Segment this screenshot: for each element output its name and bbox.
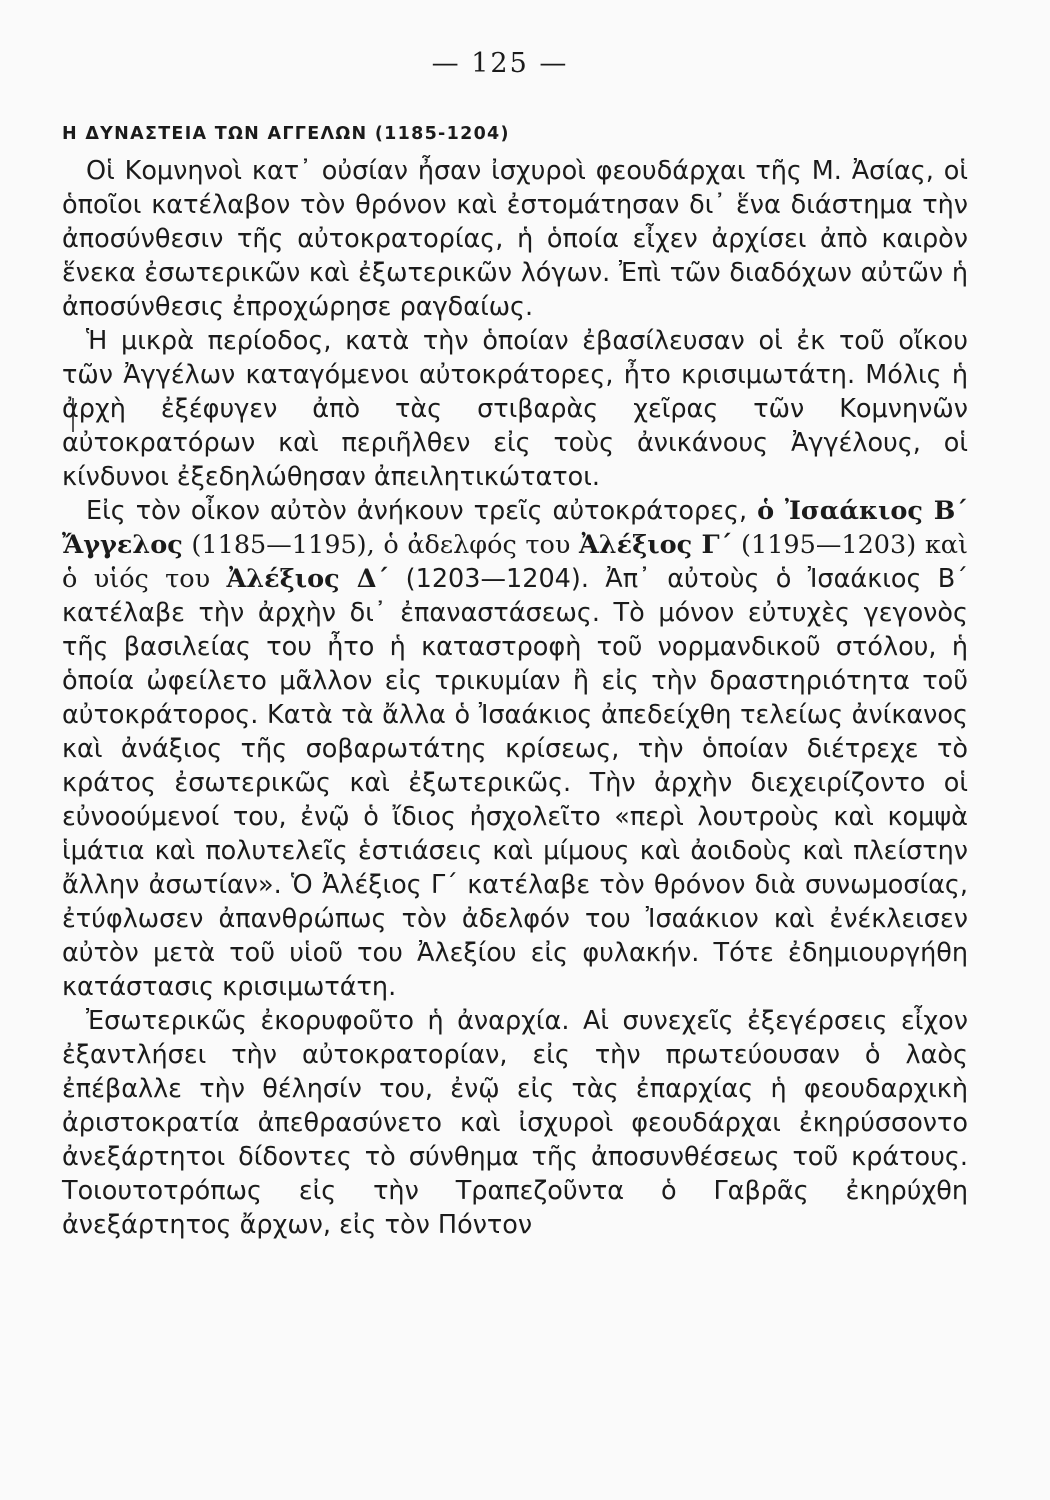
page-number: — 125 — — [431, 48, 569, 79]
paragraph-3-part-c: (1195—1203) καὶ ὁ υἱός του — [62, 530, 968, 594]
emperor-name-isaakios: ὁ Ἰσαάκιος Β΄ Ἄγγελος — [62, 496, 969, 560]
paragraph-3-part-b: (1185—1195), ὁ ἀδελφός του — [182, 530, 579, 560]
emperor-name-alexios-iii: Ἀλέξιος Γ΄ — [578, 530, 733, 560]
paragraph-3-part-d: (1203—1204). Ἀπ᾽ αὐτοὺς ὁ Ἰσαάκιος Β΄ κατέλαβε τὴν ἀρχὴν δι᾽ ἐπαναστάσεως. Τὸ μόνον εὐτυχὲς γεγονὸς τῆς βασιλείας του ἦτο ἡ καταστροφὴ τοῦ νορμανδικοῦ στόλου, ἡ ὁποία ὠφείλετο μᾶλλον εἰς τρικυμίαν ἢ εἰς τὴν δραστηριότητα τοῦ αὐτοκράτορος. Κατὰ τὰ ἄλλα ὁ Ἰσαάκιος ἀπεδείχθη τελείως ἀνίκανος καὶ ἀνάξιος τῆς σοβαρωτάτης κρίσεως, τὴν ὁποίαν διέτρεχε τὸ κράτος ἐσωτερικῶς καὶ ἐξωτερικῶς. Τὴν ἀρχὴν διεχειρίζοντο οἱ εὐνοούμενοί του, ἐνῷ ὁ ἴδιος ἠσχολεῖτο «περὶ λουτροὺς καὶ κομψὰ ἱμάτια καὶ πολυτελεῖς ἑστιάσεις καὶ μίμους καὶ ἀοιδοὺς καὶ πλείστην ἄλλην ἀσωτίαν». Ὁ Ἀλέξιος Γ΄ κατέλαβε τὸν θρόνον διὰ συνωμοσίας, ἐτύφλωσεν ἀπανθρώπως τὸν ἀδελφόν του Ἰσαάκιον καὶ ἐνέκλεισεν αὐτὸν μετὰ τοῦ υἱοῦ του Ἀλεξίου εἰς φυλακήν. Τότε ἐδημιουργήθη κατάστασις κρισιμωτάτη. — [62, 564, 969, 1002]
chapter-heading: Η ΔΥΝΑΣΤΕΙΑ ΤΩΝ ΑΓΓΕΛΩΝ (1185-1204) — [62, 124, 510, 144]
emperor-name-alexios-iv: Ἀλέξιος Δ΄ — [226, 564, 390, 594]
paragraph-1: Οἱ Κομνηνοὶ κατ᾽ οὐσίαν ἦσαν ἰσχυροὶ φεουδάρχαι τῆς Μ. Ἀσίας, οἱ ὁποῖοι κατέλαβον τὸν θρόνον καὶ ἐστομάτησαν δι᾽ ἕνα διάστημα τὴν ἀποσύνθεσιν τῆς αὐτοκρατορίας, ἡ ὁποία εἶχεν ἀρχίσει ἀπὸ καιρὸν ἕνεκα ἐσωτερικῶν καὶ ἐξωτερικῶν λόγων. Ἐπὶ τῶν διαδόχων αὐτῶν ἡ ἀποσύνθεσις ἐπροχώρησε ραγδαίως. — [62, 156, 968, 322]
paragraph-2: Ἡ μικρὰ περίοδος, κατὰ τὴν ὁποίαν ἐβασίλευσαν οἱ ἐκ τοῦ οἴκου τῶν Ἀγγέλων καταγόμενοι αὐτοκράτορες, ἦτο κρισιμωτάτη. Μόλις ἡ ἀρχὴ ἐξέφυγεν ἀπὸ τὰς στιβαρὰς χεῖρας τῶν Κομνηνῶν αὐτοκρατόρων καὶ περιῆλθεν εἰς τοὺς ἀνικάνους Ἀγγέλους, οἱ κίνδυνοι ἐξεδηλώθησαν ἀπειλητικώτατοι. — [62, 326, 968, 492]
paragraph-3-part-a: Εἰς τὸν οἶκον αὐτὸν ἀνήκουν τρεῖς αὐτοκράτορες, — [86, 496, 758, 526]
paragraph-3 — [62, 494, 968, 1004]
paragraph-4: Ἐσωτερικῶς ἐκορυφοῦτο ἡ ἀναρχία. Αἱ συνεχεῖς ἐξεγέρσεις εἶχον ἐξαντλήσει τὴν αὐτοκρατορίαν, εἰς τὴν πρωτεύουσαν ὁ λαὸς ἐπέβαλλε τὴν θέλησίν του, ἐνῷ εἰς τὰς ἐπαρχίας ἡ φεουδαρχικὴ ἀριστοκρατία ἀπεθρασύνετο καὶ ἰσχυροὶ φεουδάρχαι ἐκηρύσσοντο ἀνεξάρτητοι δίδοντες τὸ σύνθημα τῆς ἀποσυνθέσεως τοῦ κράτους. Τοιουτοτρόπως εἰς τὴν Τραπεζοῦντα ὁ Γαβρᾶς ἐκηρύχθη ἀνεξάρτητος ἄρχων, εἰς τὸν Πόντον — [62, 1006, 968, 1240]
body-text — [62, 154, 968, 1242]
